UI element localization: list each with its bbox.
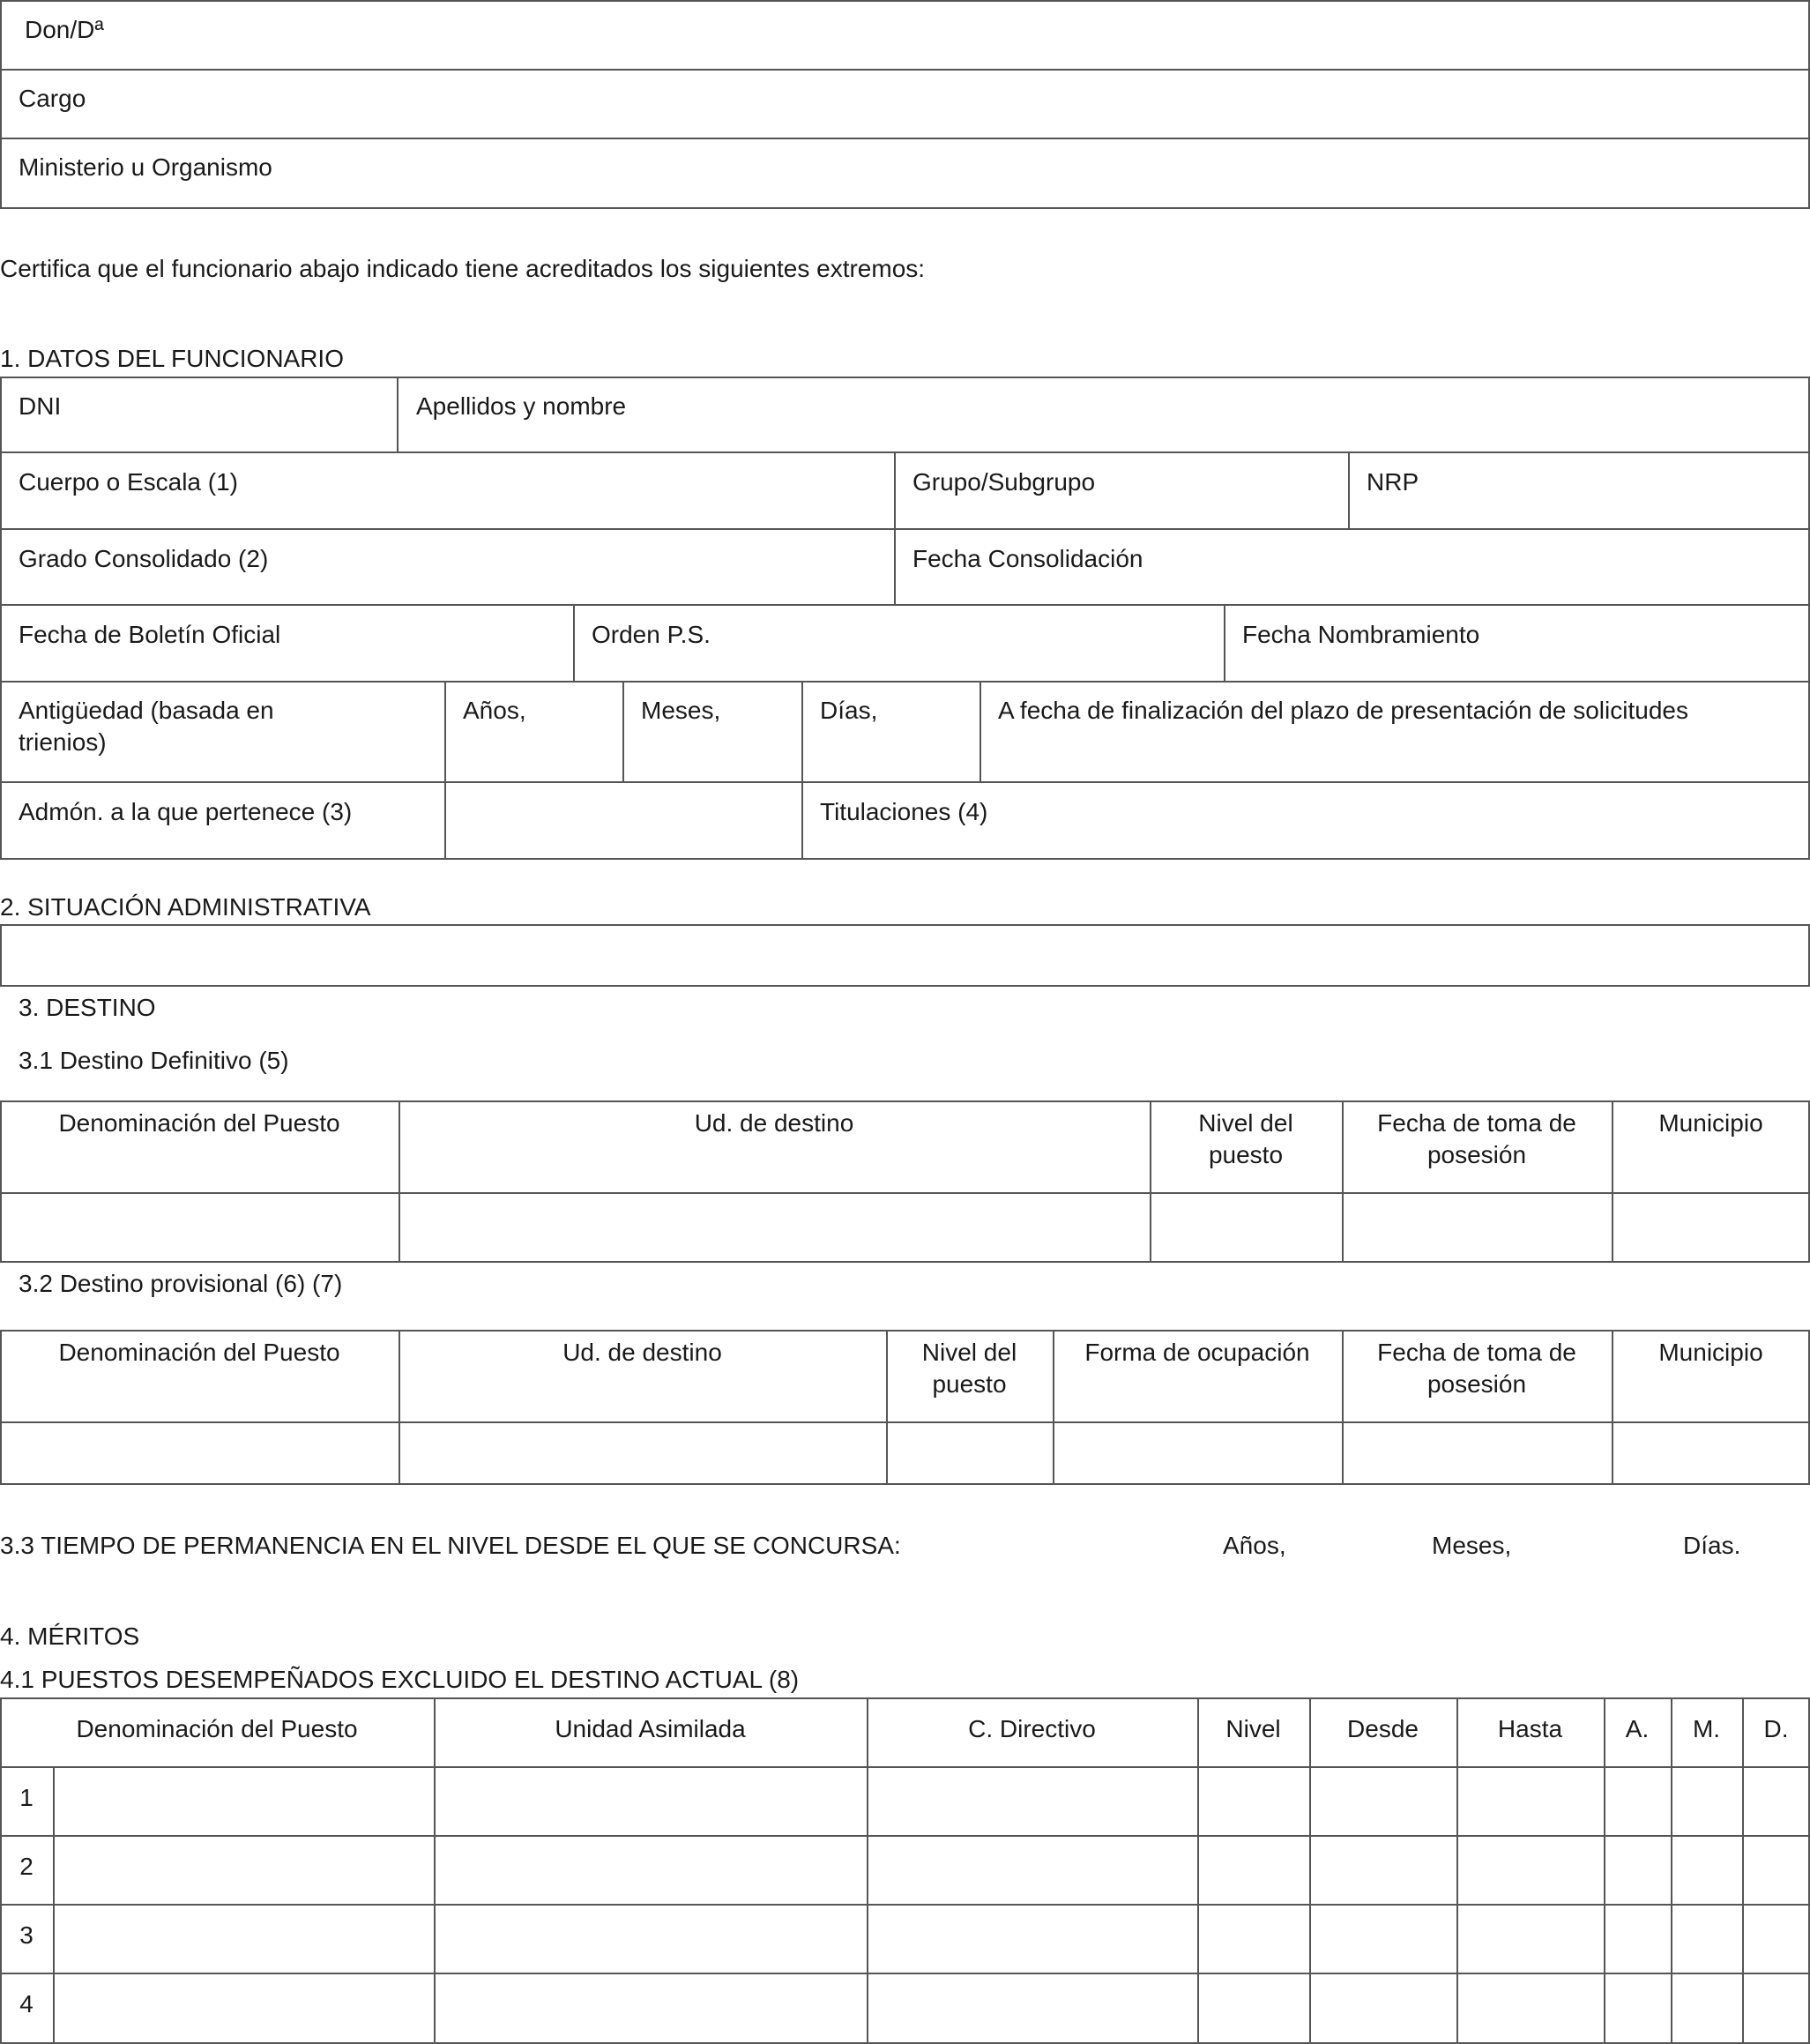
divider	[0, 69, 1810, 71]
col-nivel-cont: puesto	[1208, 1141, 1284, 1168]
meses-label: Meses,	[641, 697, 721, 724]
divider	[0, 1421, 1810, 1423]
fecha-boletin-label: Fecha de Boletín Oficial	[19, 621, 281, 648]
divider	[0, 451, 1810, 453]
permanencia-anos: Años,	[1223, 1532, 1286, 1559]
intro-text: Certifica que el funcionario abajo indicado tiene acreditados los siguientes extremos:	[0, 255, 926, 282]
col-denominacion: Denominación del Puesto	[58, 1339, 340, 1366]
row-number: 4	[19, 1990, 34, 2018]
divider	[573, 604, 575, 682]
divider	[0, 1766, 1810, 1768]
divider	[0, 604, 1810, 606]
cargo-label: Cargo	[19, 85, 86, 112]
row-number: 3	[19, 1921, 34, 1949]
datos-funcionario-table	[0, 377, 1810, 860]
divider	[1604, 1697, 1605, 2044]
col-hasta: Hasta	[1497, 1715, 1563, 1742]
divider	[0, 1192, 1810, 1194]
row-number: 1	[19, 1784, 34, 1811]
col-c-directivo: C. Directivo	[968, 1715, 1096, 1742]
col-unidad-asimilada: Unidad Asimilada	[555, 1715, 746, 1742]
fecha-nombramiento-label: Fecha Nombramiento	[1242, 621, 1480, 648]
apellidos-label: Apellidos y nombre	[416, 392, 627, 420]
fecha-consolidacion-label: Fecha Consolidación	[912, 545, 1143, 572]
col-dias: D.	[1763, 1715, 1789, 1742]
col-fecha-toma-cont: posesión	[1426, 1141, 1527, 1168]
ministerio-label: Ministerio u Organismo	[19, 153, 272, 181]
puestos-desempenados-title: 4.1 PUESTOS DESEMPEÑADOS EXCLUIDO EL DESTINO ACTUAL (8)	[0, 1666, 800, 1693]
a-fecha-label: A fecha de finalización del plazo de presentación de solicitudes	[998, 697, 1688, 724]
row-number: 2	[19, 1853, 34, 1880]
divider	[0, 781, 1810, 783]
divider	[1671, 1697, 1672, 2044]
divider	[0, 1835, 1810, 1837]
col-ud-destino: Ud. de destino	[694, 1109, 854, 1137]
col-desde: Desde	[1347, 1715, 1419, 1742]
col-nivel: Nivel del	[1198, 1109, 1293, 1137]
divider	[622, 681, 624, 782]
dias-label: Días,	[820, 697, 878, 724]
col-fecha-toma-cont: posesión	[1426, 1370, 1527, 1398]
section4-title: 4. MÉRITOS	[0, 1623, 140, 1650]
divider	[979, 681, 981, 782]
orden-label: Orden P.S.	[592, 621, 711, 648]
col-anos: A.	[1625, 1715, 1650, 1742]
antiguedad-label: Antigüedad (basada en	[19, 697, 274, 724]
col-meses: M.	[1692, 1715, 1721, 1742]
permanencia-title: 3.3 TIEMPO DE PERMANENCIA EN EL NIVEL DESDE EL QUE SE CONCURSA:	[0, 1532, 901, 1559]
situacion-box	[0, 924, 1810, 987]
antiguedad-label-cont: trienios)	[19, 728, 107, 756]
nrp-label: NRP	[1367, 468, 1419, 496]
divider	[0, 528, 1810, 530]
grado-label: Grado Consolidado (2)	[19, 545, 269, 572]
section1-title: 1. DATOS DEL FUNCIONARIO	[0, 345, 344, 372]
grupo-label: Grupo/Subgrupo	[912, 468, 1096, 496]
divider	[0, 1904, 1810, 1906]
col-forma-ocupacion: Forma de ocupación	[1084, 1339, 1310, 1366]
titulaciones-label: Titulaciones (4)	[820, 798, 988, 825]
col-nivel: Nivel del	[921, 1339, 1017, 1366]
anos-label: Años,	[463, 697, 526, 724]
cuerpo-label: Cuerpo o Escala (1)	[19, 468, 239, 496]
divider	[444, 681, 446, 860]
col-denominacion: Denominación del Puesto	[76, 1715, 358, 1742]
destino-provisional-title: 3.2 Destino provisional (6) (7)	[19, 1270, 343, 1297]
divider	[53, 1766, 55, 2044]
divider	[1348, 451, 1350, 529]
col-denominacion: Denominación del Puesto	[58, 1109, 340, 1137]
destino-definitivo-title: 3.1 Destino Definitivo (5)	[19, 1047, 289, 1074]
col-nivel: Nivel	[1225, 1715, 1281, 1742]
permanencia-meses: Meses,	[1432, 1532, 1512, 1559]
col-fecha-toma: Fecha de toma de	[1377, 1109, 1576, 1137]
divider	[894, 451, 896, 605]
divider	[1309, 1697, 1311, 2044]
puestos-table	[0, 1697, 1810, 2044]
col-nivel-cont: puesto	[932, 1370, 1007, 1398]
divider	[0, 138, 1810, 139]
col-ud-destino: Ud. de destino	[562, 1339, 722, 1366]
don-label: Don/Dª	[25, 16, 104, 43]
divider	[1456, 1697, 1458, 2044]
divider	[397, 377, 398, 452]
col-municipio: Municipio	[1658, 1109, 1763, 1137]
dni-label: DNI	[19, 392, 62, 420]
divider	[0, 1973, 1810, 1974]
section3-title: 3. DESTINO	[19, 994, 156, 1021]
divider	[1197, 1697, 1199, 2044]
divider	[434, 1697, 436, 2044]
admon-label: Admón. a la que pertenece (3)	[19, 798, 353, 825]
divider	[1224, 604, 1225, 682]
divider	[1742, 1697, 1744, 2044]
divider	[0, 681, 1810, 683]
divider	[867, 1697, 868, 2044]
section2-title: 2. SITUACIÓN ADMINISTRATIVA	[0, 893, 371, 921]
col-fecha-toma: Fecha de toma de	[1377, 1339, 1576, 1366]
divider	[801, 681, 803, 860]
permanencia-dias: Días.	[1683, 1532, 1741, 1559]
col-municipio: Municipio	[1658, 1339, 1763, 1366]
